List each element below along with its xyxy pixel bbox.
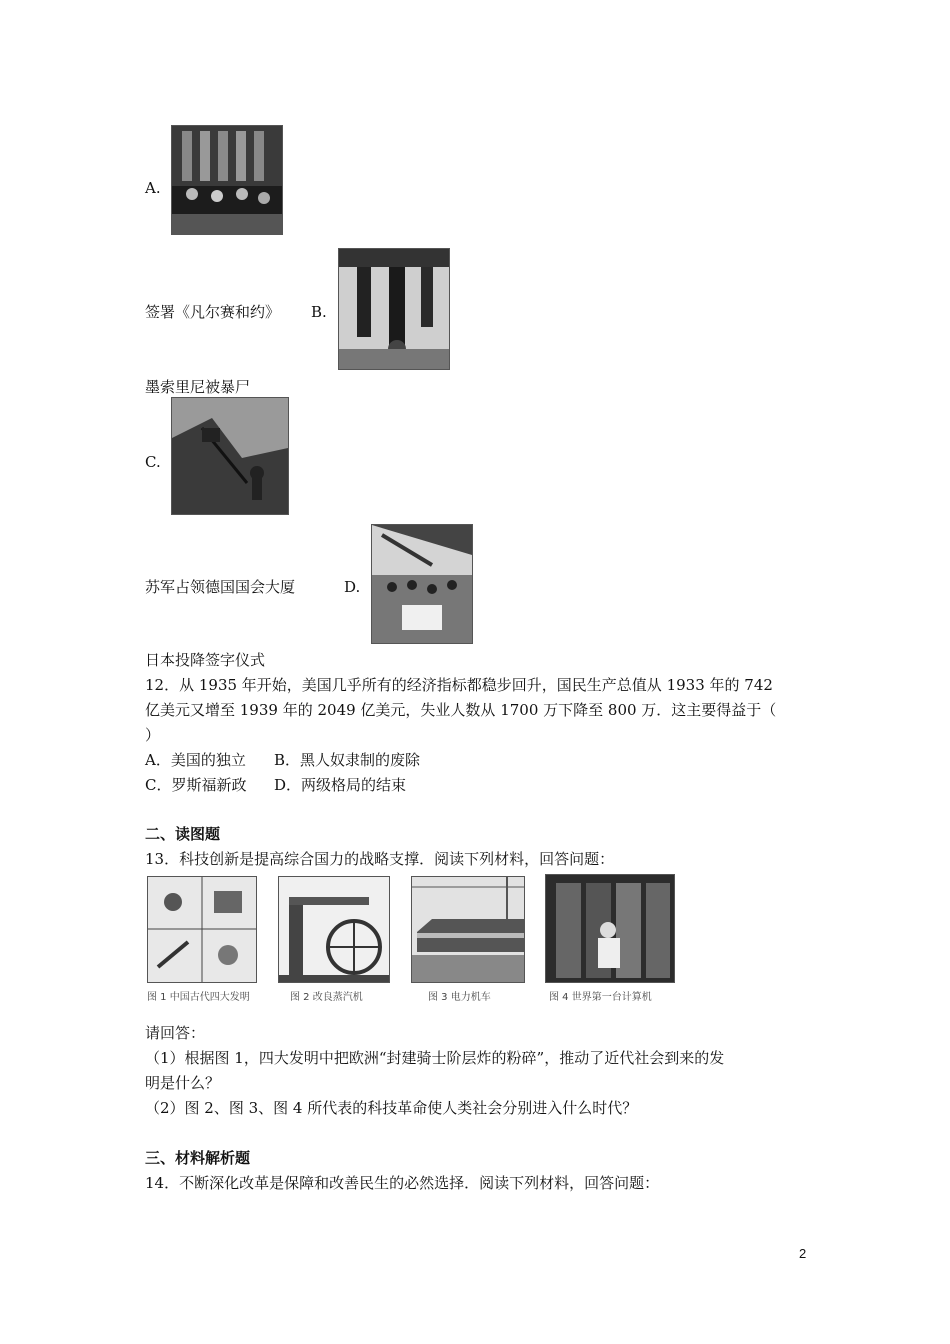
q12-stem-line3: ） <box>145 726 161 744</box>
option-a-label: A. <box>145 179 161 197</box>
option-b-label: B. <box>311 303 327 321</box>
figure-2-steam-engine <box>278 876 390 983</box>
q12-option-a: A．美国的独立 <box>145 751 246 769</box>
option-b-caption: 墨索里尼被暴尸 <box>145 378 251 396</box>
q13-prompt: 请回答： <box>145 1024 206 1042</box>
figure-2-caption: 图 2 改良蒸汽机 <box>290 992 363 1003</box>
q14-stem: 14．不断深化改革是保障和改善民生的必然选择．阅读下列材料，回答问题： <box>145 1174 660 1192</box>
q12-stem-line2: 亿美元又增至 1939 年的 2049 亿美元，失业人数从 1700 万下降至 800 万．这主要得益于（ <box>145 701 777 719</box>
q13-sub2: （2）图 2、图 3、图 4 所代表的科技革命使人类社会分别进入什么时代？ <box>145 1099 638 1117</box>
option-a-caption: 签署《凡尔赛和约》 <box>145 303 281 321</box>
reichstag-photo <box>171 397 289 515</box>
q13-sub1-line2: 明是什么？ <box>145 1074 221 1092</box>
figure-4-caption: 图 4 世界第一台计算机 <box>549 992 652 1003</box>
figure-3-electric-locomotive <box>411 876 525 983</box>
figure-3-caption: 图 3 电力机车 <box>428 992 491 1003</box>
figure-4-first-computer <box>545 874 675 983</box>
mussolini-photo <box>338 248 450 370</box>
option-c-caption: 苏军占领德国国会大厦 <box>145 578 296 596</box>
q13-sub1-line1: （1）根据图 1，四大发明中把欧洲“封建骑士阶层炸的粉碎”，推动了近代社会到来的发 <box>145 1049 725 1067</box>
page-number: 2 <box>799 1246 807 1261</box>
japan-surrender-photo <box>371 524 473 644</box>
q13-stem: 13．科技创新是提高综合国力的战略支撑．阅读下列材料，回答问题： <box>145 850 615 868</box>
versailles-treaty-photo <box>171 125 283 235</box>
figure-1-caption: 图 1 中国古代四大发明 <box>147 992 250 1003</box>
section-3-heading: 三、材料解析题 <box>145 1149 251 1167</box>
section-2-heading: 二、读图题 <box>145 825 221 843</box>
q12-option-d: D．两级格局的结束 <box>274 776 407 794</box>
figure-1-inventions <box>147 876 257 983</box>
option-d-caption: 日本投降签字仪式 <box>145 651 266 669</box>
q12-option-b: B．黑人奴隶制的废除 <box>274 751 421 769</box>
q12-option-c: C．罗斯福新政 <box>145 776 247 794</box>
option-c-label: C. <box>145 453 161 471</box>
option-d-label: D. <box>344 578 361 596</box>
q12-stem-line1: 12．从 1935 年开始，美国几乎所有的经济指标都稳步回升，国民生产总值从 1933 年的 742 <box>145 676 773 694</box>
